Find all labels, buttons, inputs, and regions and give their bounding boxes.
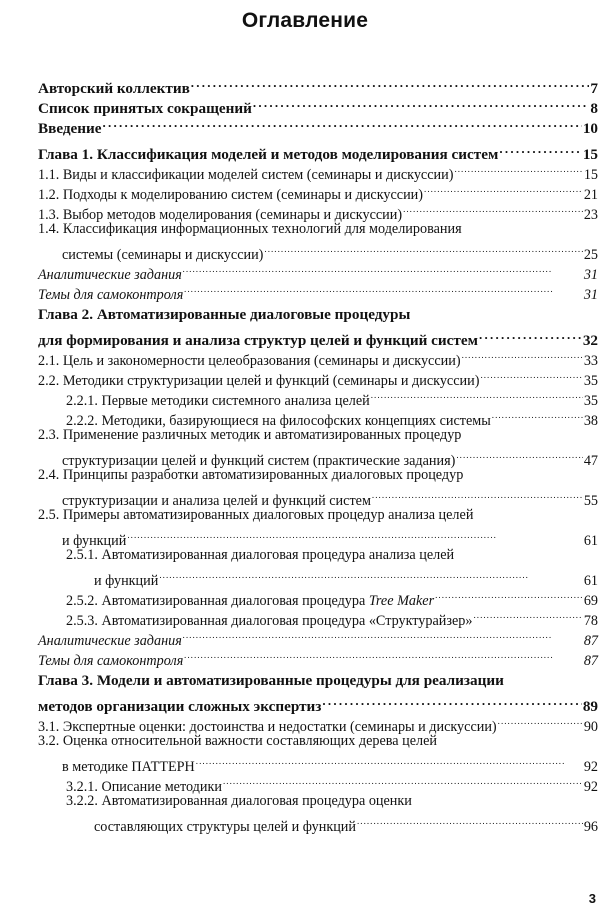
dot-leader — [184, 645, 583, 665]
dot-leader — [473, 605, 582, 625]
toc-entry-title: для формирования и анализа структур целей и функций систем — [38, 332, 478, 349]
toc-entry[interactable] — [38, 671, 598, 715]
dot-leader — [424, 179, 583, 199]
dot-leader — [223, 771, 583, 791]
toc-entry-page: 90 — [583, 719, 598, 735]
dot-leader — [196, 751, 583, 771]
toc-entry-page: 78 — [583, 613, 598, 629]
toc-entry[interactable] — [38, 711, 598, 735]
toc-entry-title-line: 2.3. Применение различных методик и автоматизированных процедур — [38, 427, 462, 443]
toc-entry-title: 3.1. Экспертные оценки: достоинства и недостатки (семинары и дискуссии) — [38, 719, 497, 735]
table-of-contents — [38, 73, 598, 835]
toc-entry-title: Введение — [38, 120, 102, 137]
toc-entry[interactable] — [38, 731, 598, 775]
toc-entry-title: системы (семинары и дискуссии) — [62, 247, 264, 263]
toc-entry[interactable] — [38, 279, 598, 303]
toc-entry-title: в методике ПАТТЕРН — [62, 759, 195, 775]
toc-entry[interactable] — [38, 385, 598, 409]
dot-leader — [498, 711, 583, 731]
dot-leader — [191, 73, 590, 93]
toc-entry-page: 55 — [583, 493, 598, 509]
toc-entry[interactable] — [38, 305, 598, 349]
toc-entry-title-line: 2.5. Примеры автоматизированных диалоговых процедур анализа целей — [38, 507, 474, 523]
toc-entry-page: 8 — [590, 100, 598, 117]
toc-entry-title: Темы для самоконтроля — [38, 653, 184, 669]
toc-entry-title: Список принятых сокращений — [38, 100, 252, 117]
toc-entry[interactable] — [38, 345, 598, 369]
dot-leader — [372, 485, 583, 505]
toc-entry-title-line: 2.5.1. Автоматизированная диалоговая процедура анализа целей — [66, 547, 455, 563]
toc-entry-title: Аналитические задания — [38, 267, 182, 283]
dot-leader — [462, 345, 583, 365]
toc-entry-page: 35 — [583, 373, 598, 389]
toc-entry-title-line: 2.4. Принципы разработки автоматизированных диалоговых процедур — [38, 467, 464, 483]
toc-entry-title: составляющих структуры целей и функций — [94, 819, 356, 835]
toc-entry-title: структуризации целей и функций систем (практические задания) — [62, 453, 456, 469]
dot-leader — [264, 239, 582, 259]
dot-leader — [479, 325, 582, 345]
toc-entry-title: 2.2. Методики структуризации целей и функций (семинары и дискуссии) — [38, 373, 480, 389]
toc-entry-title: 2.5.2. Автоматизированная диалоговая процедура Tree Maker — [66, 593, 435, 609]
toc-entry-page: 31 — [583, 287, 598, 303]
toc-entry[interactable] — [38, 159, 598, 183]
dot-leader — [480, 365, 582, 385]
dot-leader — [435, 585, 583, 605]
toc-entry-title: Авторский коллектив — [38, 80, 190, 97]
dot-leader — [371, 385, 583, 405]
dot-leader — [456, 445, 582, 465]
dot-leader — [183, 625, 583, 645]
dot-leader — [499, 139, 581, 159]
toc-entry-title: 2.5.3. Автоматизированная диалоговая процедура «Структурайзер» — [66, 613, 473, 629]
toc-entry-title: структуризации и анализа целей и функций систем — [62, 493, 371, 509]
toc-entry[interactable] — [38, 771, 598, 795]
toc-entry-title-line: 1.4. Классификация информационных технологий для моделирования — [38, 221, 462, 237]
dot-leader — [492, 405, 583, 425]
toc-entry[interactable] — [38, 545, 598, 589]
dot-leader — [253, 93, 589, 113]
toc-entry[interactable] — [38, 605, 598, 629]
toc-entry-page: 10 — [582, 120, 598, 137]
toc-entry-title-line: 3.2.2. Автоматизированная диалоговая процедура оценки — [66, 793, 412, 809]
toc-entry-page: 21 — [583, 187, 598, 203]
dot-leader — [159, 565, 582, 585]
toc-entry-title: Темы для самоконтроля — [38, 287, 184, 303]
toc-entry[interactable] — [38, 465, 598, 509]
dot-leader — [103, 113, 582, 133]
toc-entry[interactable] — [38, 505, 598, 549]
toc-entry-title: 2.2.2. Методики, базирующиеся на философских концепциях системы — [66, 413, 491, 429]
toc-entry[interactable] — [38, 425, 598, 469]
dot-leader — [357, 811, 583, 831]
toc-entry-page: 61 — [583, 533, 598, 549]
toc-entry[interactable] — [38, 113, 598, 137]
toc-entry[interactable] — [38, 139, 598, 163]
toc-entry-page: 92 — [583, 759, 598, 775]
toc-entry-page: 32 — [582, 332, 598, 349]
toc-entry-page: 69 — [583, 593, 598, 609]
toc-entry[interactable] — [38, 93, 598, 117]
toc-entry-title-line: Глава 2. Автоматизированные диалоговые процедуры — [38, 306, 411, 323]
dot-leader — [322, 691, 581, 711]
toc-entry[interactable] — [38, 219, 598, 263]
toc-entry[interactable] — [38, 199, 598, 223]
toc-entry-page: 89 — [582, 698, 598, 715]
toc-entry-title: Глава 1. Классификация моделей и методов моделирования систем — [38, 146, 499, 163]
toc-entry-page: 87 — [583, 653, 598, 669]
dot-leader — [184, 279, 583, 299]
toc-entry-title: 1.1. Виды и классификации моделей систем (семинары и дискуссии) — [38, 167, 454, 183]
page-title: Оглавление — [241, 9, 369, 32]
toc-entry[interactable] — [38, 179, 598, 203]
toc-entry-title: 2.2.1. Первые методики системного анализа целей — [66, 393, 370, 409]
toc-entry[interactable] — [38, 625, 598, 649]
toc-entry[interactable] — [38, 365, 598, 389]
toc-entry-page: 61 — [583, 573, 598, 589]
toc-entry-page: 92 — [583, 779, 598, 795]
toc-entry-page: 47 — [583, 453, 598, 469]
toc-entry-title: методов организации сложных экспертиз — [38, 698, 322, 715]
dot-leader — [403, 199, 583, 219]
toc-entry[interactable] — [38, 585, 598, 609]
toc-entry[interactable] — [38, 645, 598, 669]
toc-entry-page: 15 — [582, 146, 598, 163]
toc-entry[interactable] — [38, 791, 598, 835]
toc-entry-title: 1.2. Подходы к моделированию систем (семинары и дискуссии) — [38, 187, 424, 203]
page-number: 3 — [588, 891, 596, 906]
toc-entry[interactable] — [38, 405, 598, 429]
toc-entry-page: 23 — [583, 207, 598, 223]
toc-entry-page: 35 — [583, 393, 598, 409]
toc-entry-title: 1.3. Выбор методов моделирования (семинары и дискуссии) — [38, 207, 403, 223]
toc-entry-title: Аналитические задания — [38, 633, 182, 649]
toc-entry-title: и функций — [94, 573, 159, 589]
toc-entry-page: 25 — [583, 247, 598, 263]
toc-entry-title: 2.1. Цель и закономерности целеобразования (семинары и дискуссии) — [38, 353, 461, 369]
toc-entry-title: 3.2.1. Описание методики — [66, 779, 222, 795]
toc-entry[interactable] — [38, 259, 598, 283]
toc-entry-page: 7 — [590, 80, 598, 97]
dot-leader — [183, 259, 583, 279]
dot-leader — [454, 159, 582, 179]
toc-entry-title-line: 3.2. Оценка относительной важности составляющих дерева целей — [38, 733, 437, 749]
toc-entry-title: и функций — [62, 533, 127, 549]
toc-entry-page: 38 — [583, 413, 598, 429]
dot-leader — [127, 525, 582, 545]
toc-entry[interactable] — [38, 73, 598, 97]
toc-entry-page: 96 — [583, 819, 598, 835]
toc-entry-page: 33 — [583, 353, 598, 369]
toc-entry-page: 87 — [583, 633, 598, 649]
toc-entry-page: 15 — [583, 167, 598, 183]
toc-entry-title-line: Глава 3. Модели и автоматизированные процедуры для реализации — [38, 672, 504, 689]
toc-entry-page: 31 — [583, 267, 598, 283]
